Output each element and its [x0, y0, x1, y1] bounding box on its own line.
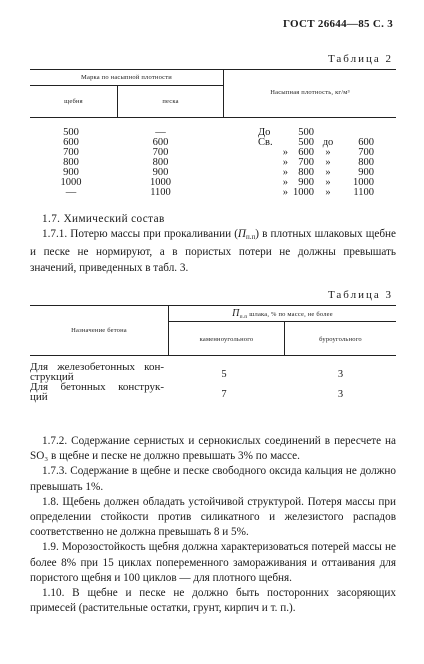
table2-col-sand: песка — [162, 98, 179, 105]
table2-cell: » — [282, 157, 288, 168]
table2-cell: 1100 — [353, 187, 374, 198]
table2-cell: 900 — [63, 167, 79, 178]
p171-subscript: п.п — [246, 233, 256, 242]
table2-cell: 1000 — [150, 177, 171, 188]
table2-cell: До — [258, 127, 271, 138]
table2-cell: 1000 — [60, 177, 82, 188]
body-paragraphs — [30, 434, 396, 616]
table3-row1-label-cont: струкций — [30, 371, 74, 383]
section-1-7 — [30, 212, 396, 276]
table2-cell: » — [282, 187, 288, 198]
paragraph-1-7-2: 1.7.2. Содержание сернистых и сернокислых соединений в пересчете на SO₃ в щебне и песке не должно превышать 3% по массе. — [30, 435, 396, 463]
table2-cell: 700 — [152, 147, 169, 158]
table2-cell: до — [322, 137, 334, 148]
table2-caption: Таблица 2 — [327, 53, 393, 65]
table2-sand-column — [118, 128, 203, 198]
table2-cell: 800 — [63, 157, 79, 168]
table2-cell: Св. — [258, 137, 273, 148]
table3-row2-stone: 7 — [221, 389, 227, 400]
table2-cell: 900 — [358, 167, 374, 178]
table2-cell: 900 — [298, 177, 314, 188]
table2-group-rule — [30, 85, 223, 86]
table3-group-header — [169, 308, 396, 320]
table2-cell: 700 — [63, 147, 79, 158]
table2-density-to — [340, 128, 374, 198]
table2-gravel-column — [30, 128, 112, 198]
table2-cell: » — [282, 177, 288, 188]
table2-density-prefix — [258, 128, 288, 198]
table3-col-brown: буроугольного — [319, 336, 362, 343]
table2-density-sep — [318, 128, 338, 198]
table2-density-from — [290, 128, 314, 198]
table3-caption: Таблица 3 — [327, 289, 393, 301]
table3-top-rule — [30, 305, 396, 306]
table2-cell: 700 — [358, 147, 374, 158]
table2-cell: 800 — [152, 157, 169, 168]
p171-symbol: П — [237, 228, 247, 241]
table2-cell: » — [282, 167, 288, 178]
table3-group-symbol: П — [232, 308, 240, 319]
table2-cell: 800 — [358, 157, 374, 168]
table2-col-density: Насыпная плотность, кг/м³ — [270, 89, 350, 96]
table2-cell: 500 — [298, 127, 314, 138]
table2-cell: » — [325, 187, 331, 198]
table2-cell: 600 — [298, 147, 314, 158]
table3-col-purpose: Назначение бетона — [71, 327, 127, 334]
paragraph-1-9: 1.9. Морозостойкость щебня должна характеризоваться потерей массы не более 8% при 15 циклах попеременного замораживания и оттаивания для пористого щебня и 100 циклов — для плотного щебня. — [30, 541, 396, 584]
table2-cell: 900 — [152, 167, 169, 178]
table3-row2-label-cont: ций — [30, 391, 48, 403]
table3-row1-line1: Для железобетонных кон- — [30, 361, 164, 373]
table2-cell: 700 — [298, 157, 314, 168]
table2-cell: — — [65, 187, 77, 198]
table3-row2-line1: Для бетонных конструк- — [30, 381, 164, 393]
table3-col-stone: каменноугольного — [199, 336, 254, 343]
table2-cell: 500 — [63, 127, 79, 138]
table2-cell: » — [325, 157, 331, 168]
paragraph-1-7-1 — [30, 227, 396, 276]
table2-top-rule — [30, 69, 396, 70]
table2-cell: 1100 — [150, 187, 171, 198]
table2-cell: — — [155, 127, 166, 138]
table3-group-rule — [168, 321, 396, 322]
page-header: ГОСТ 26644—85 С. 3 — [282, 18, 393, 30]
table3-row1-stone: 5 — [221, 369, 227, 380]
p171-text-a: 1.7.1. Потерю массы при прокаливании ( — [42, 228, 238, 241]
table2-cell: » — [282, 147, 288, 158]
table3-row1-brown: 3 — [337, 369, 344, 380]
p171-text-b: ) в плотных шлаковых щебне и песке не нормируют, а в пористых потери не должны превышать значений, приведенных в табл. 3. — [30, 228, 396, 274]
table3-row2-brown: 3 — [337, 389, 344, 400]
paragraph-1-10: 1.10. В щебне и песке не должно быть посторонних засоряющих примесей (растительные остатки, грунт, кирпич и т. п.). — [30, 587, 396, 615]
table2-cell: » — [325, 147, 331, 158]
table2-cell: 500 — [298, 137, 314, 148]
section-heading: 1.7. Химический состав — [42, 213, 165, 225]
table2-cell: » — [325, 167, 331, 178]
table2-col-gravel: щебня — [64, 98, 83, 105]
table3-row2-label — [30, 382, 164, 393]
paragraph-1-8: 1.8. Щебень должен обладать устойчивой структурой. Потеря массы при определении стойкости против силикатного и железистого распадов соответственно не должна превышать 8 и 5%. — [30, 495, 396, 539]
table3-group-text: шлака, % по массе, не более — [247, 311, 333, 318]
table3-header-rule — [30, 355, 396, 356]
paragraph-1-7-3: 1.7.3. Содержание в щебне и песке свободного оксида кальция не должно превышать 1%. — [30, 465, 396, 493]
table2-cell: 600 — [63, 137, 79, 148]
table2-header-rule — [30, 117, 396, 118]
table3-group-subscript: п.п — [239, 314, 248, 320]
table2-group-header: Марка по насыпной плотности — [81, 74, 172, 81]
table2-cell: 600 — [152, 137, 169, 148]
table2-cell: 1000 — [293, 187, 314, 198]
table2-cell: 800 — [298, 167, 314, 178]
table2-cell: » — [325, 177, 331, 188]
table2-cell: 600 — [358, 137, 374, 148]
table2-cell: 1000 — [353, 177, 374, 188]
